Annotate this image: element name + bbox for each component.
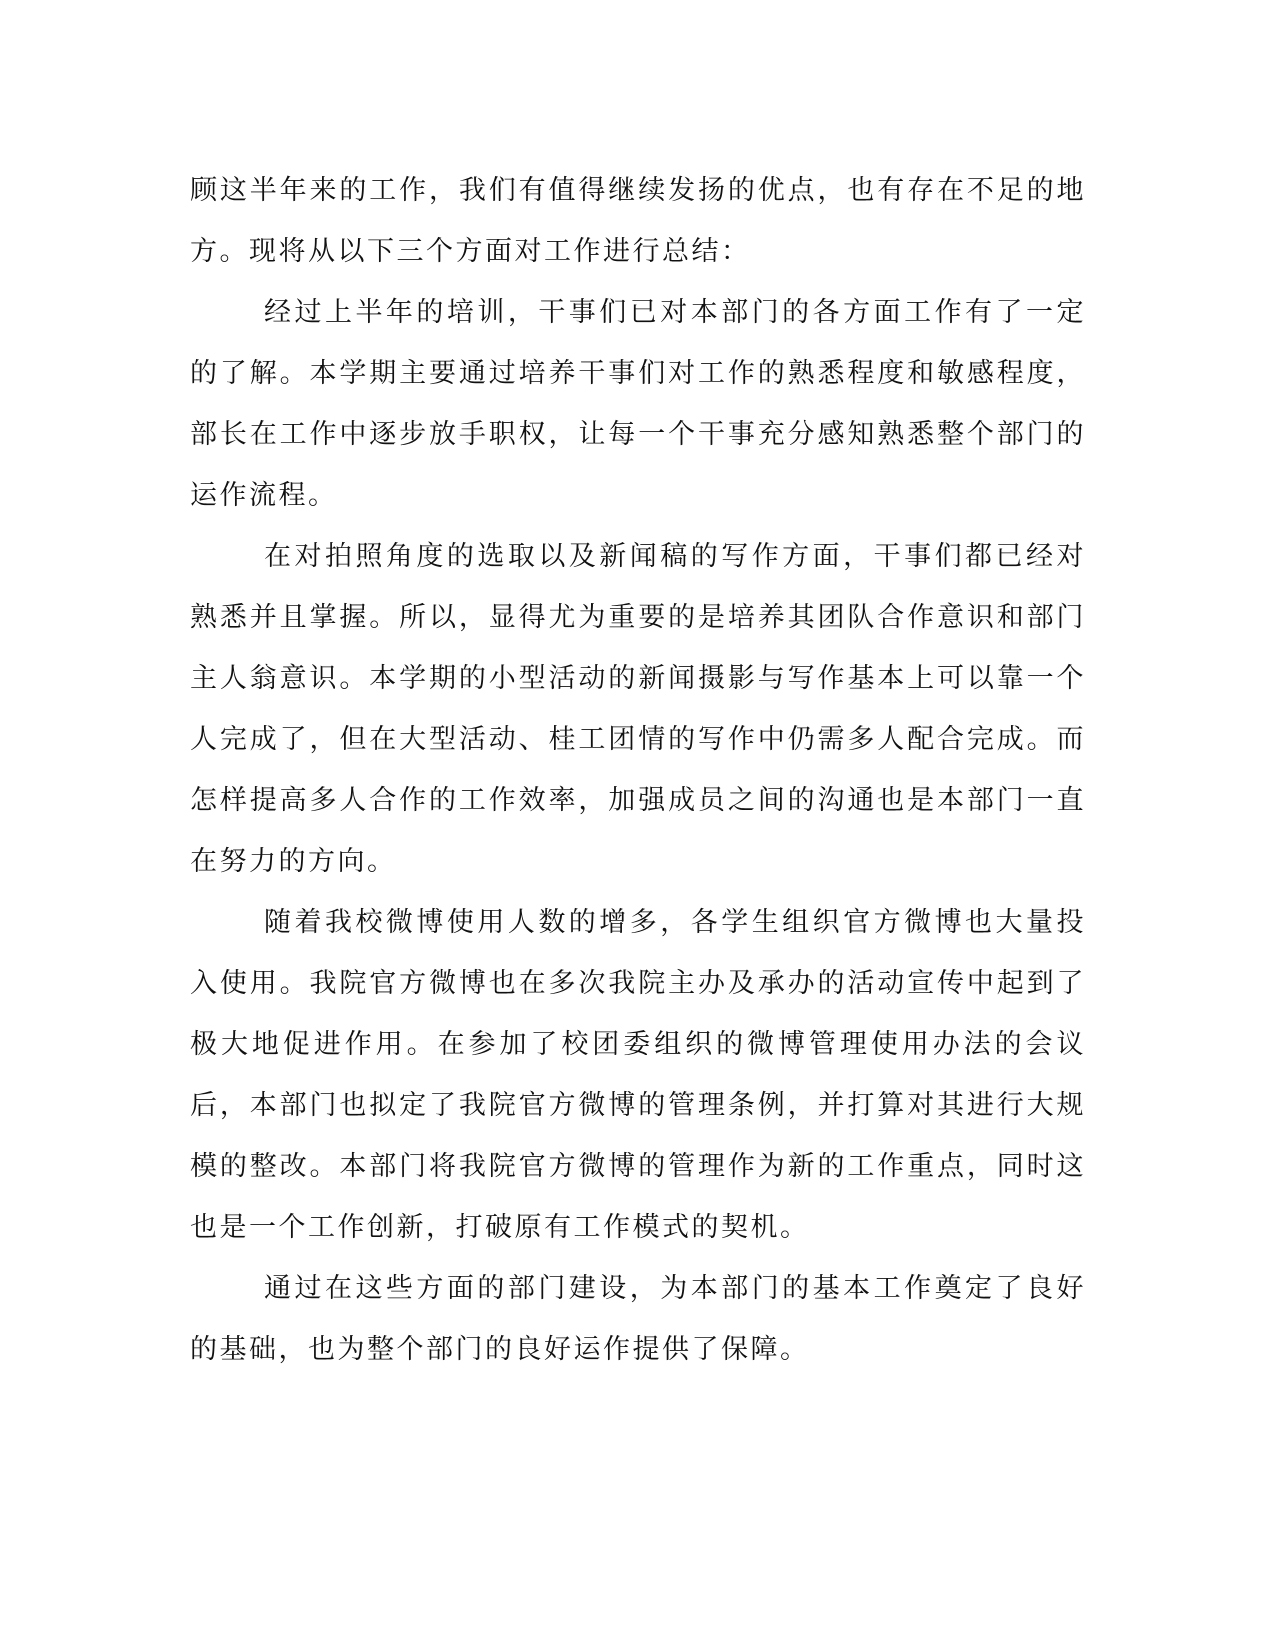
paragraph-2: 经过上半年的培训，干事们已对本部门的各方面工作有了一定的了解。本学期主要通过培养干事们对工作的熟悉程度和敏感程度，部长在工作中逐步放手职权，让每一个干事充分感知熟悉整个部门的运作流程。 (190, 297, 1086, 511)
paragraph-1: 顾这半年来的工作，我们有值得继续发扬的优点，也有存在不足的地方。现将从以下三个方面对工作进行总结： (190, 175, 1086, 267)
document-body (190, 160, 1086, 1380)
paragraph-4: 随着我校微博使用人数的增多，各学生组织官方微博也大量投入使用。我院官方微博也在多次我院主办及承办的活动宣传中起到了极大地促进作用。在参加了校团委组织的微博管理使用办法的会议后，本部门也拟定了我院官方微博的管理条例，并打算对其进行大规模的整改。本部门将我院官方微博的管理作为新的工作重点，同时这也是一个工作创新，打破原有工作模式的契机。 (190, 907, 1086, 1243)
paragraph-5: 通过在这些方面的部门建设，为本部门的基本工作奠定了良好的基础，也为整个部门的良好运作提供了保障。 (190, 1273, 1086, 1365)
paragraph-3: 在对拍照角度的选取以及新闻稿的写作方面，干事们都已经对熟悉并且掌握。所以，显得尤为重要的是培养其团队合作意识和部门主人翁意识。本学期的小型活动的新闻摄影与写作基本上可以靠一个人完成了，但在大型活动、桂工团情的写作中仍需多人配合完成。而怎样提高多人合作的工作效率，加强成员之间的沟通也是本部门一直在努力的方向。 (190, 541, 1086, 877)
